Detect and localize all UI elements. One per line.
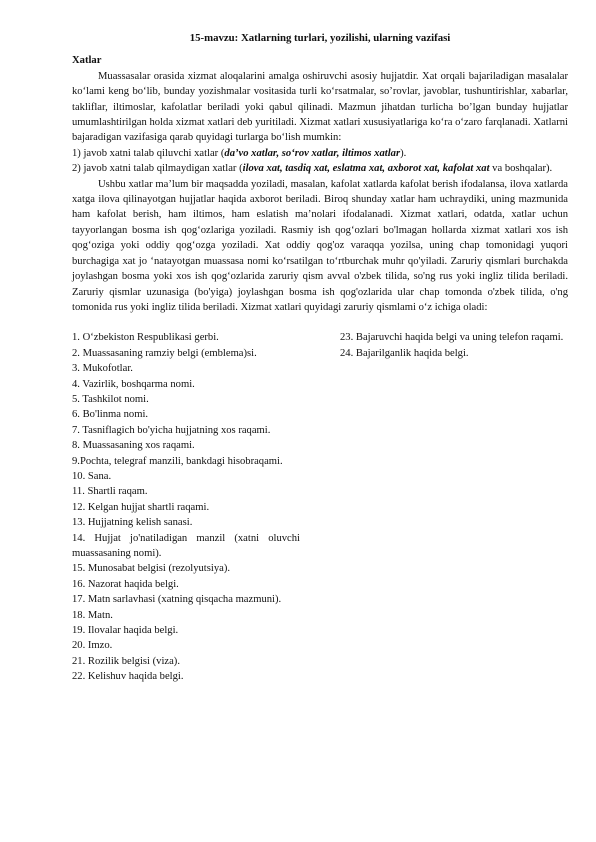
list-item: 7. Tasniflagich bo'yicha hujjatning xos raqami. xyxy=(72,424,271,436)
list-item: 14. Hujjat jo'natiladigan manzil (xatni oluvchi muassasaning nomi). xyxy=(72,532,300,559)
list-item: 9.Pochta, telegraf manzili, bankdagi hisobraqami. xyxy=(72,455,283,467)
letter-type-2-examples: ilova xat, tasdiq xat, eslatma xat, axborot xat, kafolat xat xyxy=(242,163,490,175)
body-paragraph: Ushbu xatlar ma’lum bir maqsadda yoziladi, masalan, kafolat xatlarda kafolat berish ifodalansa, ilova xatlarda xatga ilova qilinayotgan hujjatlar haqida axborot beriladi. Biroq shunday xatlar ham uchraydiki, uning mazmunida ham kafolat berish, ham iltimos, ham eslatish ma’nolari ifodalanadi. Xizmat xatlari, odatda, xatlar uchun tayyorlangan bosma ish qog‘ozlariga yoziladi. Rasmiy ish qog‘ozlari bo'lmagan hollarda xizmat xatlari xos ish qog‘oziga yoki oddiy qog‘ozga yoziladi. Xat oddiy qog'oz varaqqa yozilsa, uning chap tomonidagi yuqori burchagiga xat jo ‘natayotgan muassasa nomi ko‘rsatilgan to‘rtburchak muhr qo'yiladi. Zaruriy qismlari burchakda joylashgan bosma yoki xos ish qog‘ozlarida zaruriy qism avval o'zbek tilida, so'ng rus yoki ingliz tilida beriladi. Zaruriy qismlar uzunasiga (bo'yiga) joylashgan bosma ish qog'ozlarida ular chap tomonda o'zbek tilida, o'ng tomonida rus yoki ingliz tilida beriladi. Xizmat xatlari quyidagi zaruriy qismlami o‘z ichiga oladi: xyxy=(72,178,568,313)
letter-type-1-prefix: 1) javob xatni talab qiluvchi xatlar ( xyxy=(72,147,225,159)
list-item: 8. Muassasaning xos raqami. xyxy=(72,440,195,452)
list-item: 13. Hujjatning kelish sanasi. xyxy=(72,517,193,529)
list-column-left xyxy=(72,330,300,684)
list-item: 24. Bajarilganlik haqida belgi. xyxy=(340,347,469,359)
list-item: 20. Imzo. xyxy=(72,640,113,652)
list-item: 3. Mukofotlar. xyxy=(72,363,133,375)
list-item: 11. Shartli raqam. xyxy=(72,486,148,498)
section-heading: Xatlar xyxy=(72,55,102,67)
list-item: 22. Kelishuv haqida belgi. xyxy=(72,671,184,683)
list-item: 15. Munosabat belgisi (rezolyutsiya). xyxy=(72,563,230,575)
list-item: 2. Muassasaning ramziy belgi (emblema)si. xyxy=(72,347,257,359)
list-item: 4. Vazirlik, boshqarma nomi. xyxy=(72,378,195,390)
letter-type-2-suffix: va boshqalar). xyxy=(489,163,553,175)
list-column-right xyxy=(340,330,568,684)
list-item: 16. Nazorat haqida belgi. xyxy=(72,578,179,590)
list-item: 6. Bo'linma nomi. xyxy=(72,409,149,421)
list-item: 1. O‘zbekiston Respublikasi gerbi. xyxy=(72,332,219,344)
list-item: 17. Matn sarlavhasi (xatning qisqacha mazmuni). xyxy=(72,594,282,606)
list-item: 10. Sana. xyxy=(72,470,112,482)
list-item: 12. Kelgan hujjat shartli raqami. xyxy=(72,501,210,513)
letter-type-2 xyxy=(72,161,568,176)
list-item: 5. Tashkilot nomi. xyxy=(72,393,149,405)
letter-type-1-examples: da’vo xatlar, so‘rov xatlar, iltimos xatlar xyxy=(224,147,401,159)
list-item: 23. Bajaruvchi haqida belgi va uning telefon raqami. xyxy=(340,332,564,344)
required-parts-list xyxy=(72,330,568,684)
list-item: 21. Rozilik belgisi (viza). xyxy=(72,655,180,667)
list-item: 18. Matn. xyxy=(72,609,113,621)
letter-type-1 xyxy=(72,146,568,161)
document-title: 15-mavzu: Xatlarning turlari, yozilishi, ularning vazifasi xyxy=(189,32,451,44)
letter-type-1-suffix: ). xyxy=(400,147,407,159)
letter-type-2-prefix: 2) javob xatni talab qilmaydigan xatlar ( xyxy=(72,163,243,175)
intro-paragraph: Muassasalar orasida xizmat aloqalarini amalga oshiruvchi asosiy hujjatdir. Xat orqali bajariladigan masalalar ko‘lami keng bo‘lib, bunday yozishmalar vositasida turli ko‘rsatmalar, so’rovlar, javoblar, tushuntirishlar, xabarlar, takliflar, iltimoslar, kafolatlar beriladi yoki qabul qilinadi. Mazmun jihatdan turlicha bo’lgan bunday hujjatlar umumlashtirilgan holda xizmat xatlari deb yuritiladi. Xizmat xatlari xususiyatlariga ko‘ra o‘zaro farqlanadi. Xatlarni bajaradigan vazifasiga qarab quyidagi turlarga bo‘lish mumkin: xyxy=(72,70,568,144)
list-item: 19. Ilovalar haqida belgi. xyxy=(72,625,179,637)
